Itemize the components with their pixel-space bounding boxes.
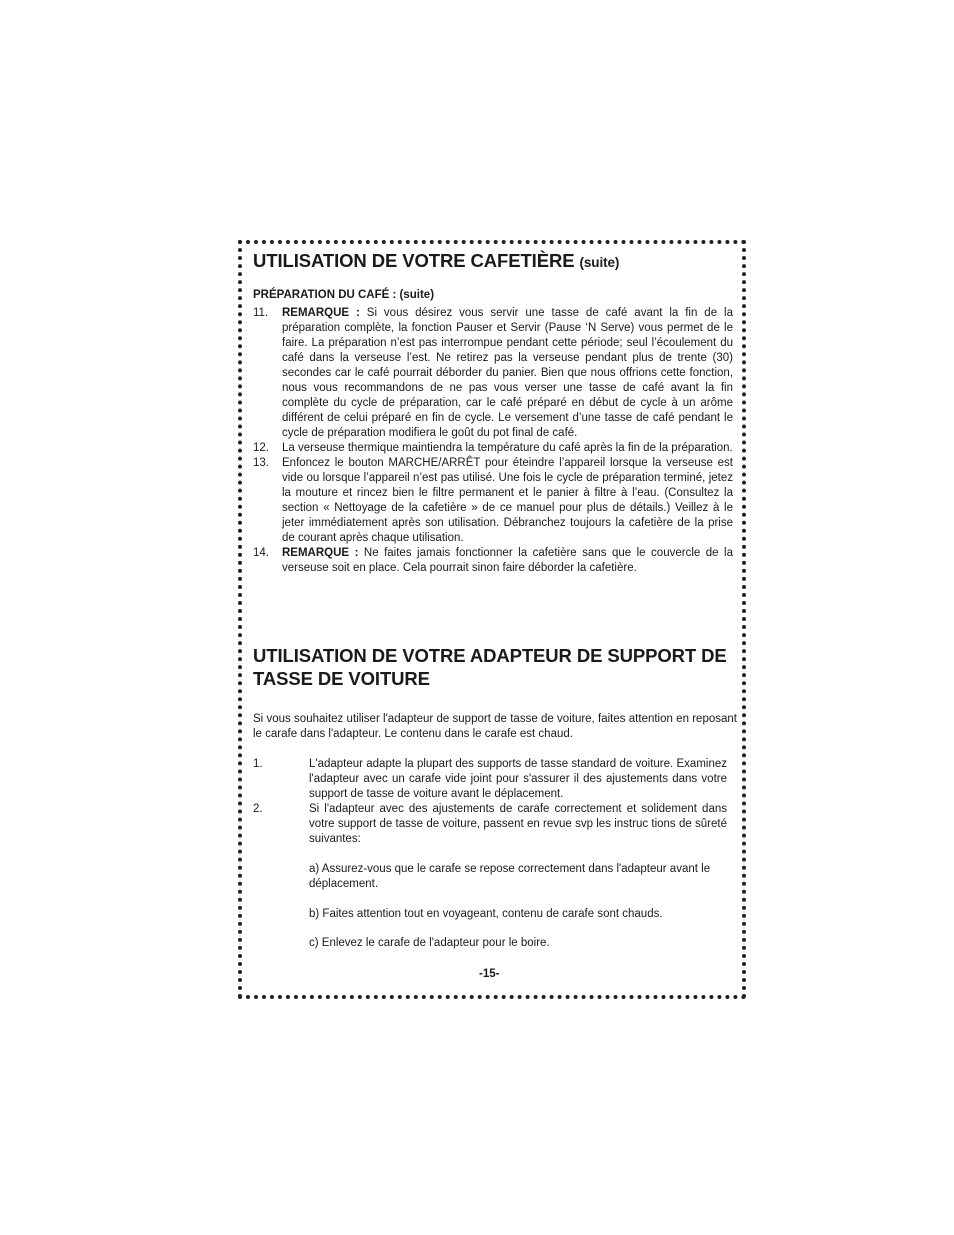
safety-subitem-a: a) Assurez-vous que le carafe se repose correctement dans l'adapteur avant le déplacement. xyxy=(309,863,711,890)
list-item: 11. REMARQUE : Si vous désirez vous servir une tasse de café avant la fin de la préparation complète, la fonction Pauser et Servir (Pause ‘N Serve) vous permet de le faire. La préparation n’est pas interrompue pendant cette période; seul l’écoulement du café dans la verseuse l’est. Ne retirez pas la verseuse pendant plus de trente (30) secondes car le café pourrait déborder du panier. Bien que nous offrions cette fonction, nous vous recommandons de ne pas vous verser une tasse de café avant la fin complète du cycle de préparation, car le café préparé en début de cycle à un arôme différent de celui préparé en fin de cycle. Le versement d’une tasse de café pendant le cycle de préparation modifiera le goût du pot final de café. xyxy=(253,307,733,439)
list-item: 2. Si l'adapteur avec des ajustements de carafe correctement et solidement dans votre support de tasse de voiture, passent en revue svp les instruc tions de sûreté suivantes: xyxy=(253,803,727,845)
list-item: 12. La verseuse thermique maintiendra la température du café après la fin de la préparation. xyxy=(253,442,733,454)
preparation-list xyxy=(253,306,733,576)
adapteur-intro-paragraph: Si vous souhaitez utiliser l'adapteur de support de tasse de voiture, faites attention en reposant le carafe dans l'adapteur. Le contenu dans le carafe est chaud. xyxy=(253,713,737,740)
list-item: 13. Enfoncez le bouton MARCHE/ARRÊT pour éteindre l’appareil lorsque la verseuse est vide ou lorsque l’appareil n’est pas utilisé. Une fois le cycle de préparation terminé, jetez la mouture et rincez bien le filtre permanent et le panier à filtre à l’eau. (Consultez la section « Nettoyage de la cafetière » de ce manuel pour plus de détails.) Veillez à le jeter immédiatement après son utilisation. Débranchez toujours la cafetière de la prise de courant après chaque utilisation. xyxy=(253,457,733,544)
subheading-preparation: PRÉPARATION DU CAFÉ : (suite) xyxy=(253,289,435,301)
safety-subitem-b: b) Faites attention tout en voyageant, contenu de carafe sont chauds. xyxy=(309,908,663,920)
section-title-cafetiere: UTILISATION DE VOTRE CAFETIÈRE (suite) xyxy=(253,250,620,271)
section-title-adapteur: UTILISATION DE VOTRE ADAPTEUR DE SUPPORT DE TASSE DE VOITURE xyxy=(253,645,727,689)
list-item: 14. REMARQUE : Ne faites jamais fonctionner la cafetière sans que le couvercle de la verseuse soit en place. Cela pourrait sinon faire déborder la cafetière. xyxy=(253,547,733,574)
safety-subitem-c: c) Enlevez le carafe de l'adapteur pour le boire. xyxy=(309,937,550,949)
page-number: -15- xyxy=(479,968,500,980)
list-item: 1. L'adapteur adapte la plupart des supports de tasse standard de voiture. Examinez l'adapteur avec un carafe vide joint pour s'assurer il des ajustements dans votre support de tasse de voiture avant le déplacement. xyxy=(253,758,727,800)
adapteur-list xyxy=(253,757,727,847)
